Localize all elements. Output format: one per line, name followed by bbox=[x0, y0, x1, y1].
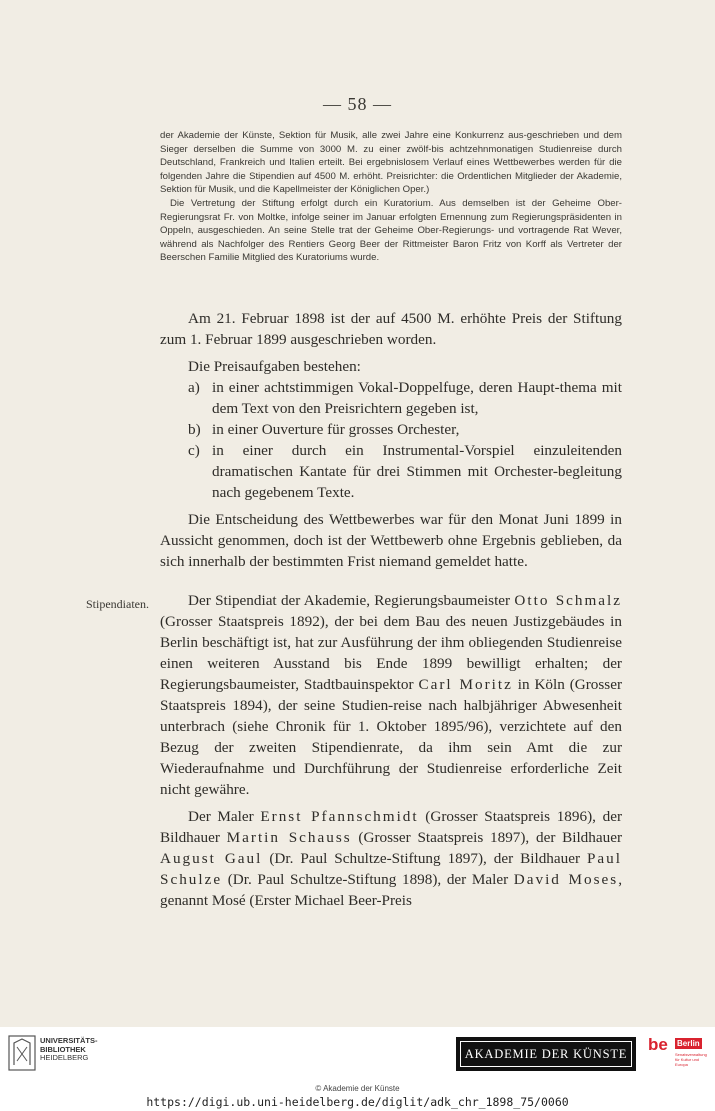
text-run: in Köln (Grosser Staatspreis 1894), der seine Studien-reise nach halbjähriger Abwesenheit unterbrach (siehe Chronik für 1. Oktober 1895/96), verzichtete auf den Bezug der zweiten Stipendienrate, da ihm sein Amt die zur Wiederaufnahme und Durchführung der Studienreise erforderliche Zeit nicht gewähre. bbox=[160, 676, 623, 798]
margin-note: Stipendiaten. bbox=[86, 597, 149, 611]
berlin-logo-be: be bbox=[648, 1035, 668, 1054]
paragraph-stipendiaten bbox=[160, 590, 622, 800]
person-name: Ernst Pfannschmidt bbox=[260, 808, 419, 825]
person-name: Martin Schauss bbox=[226, 829, 352, 846]
person-name: August Gaul bbox=[160, 850, 263, 867]
berlin-logo-subtitle: Senatsverwaltung für Kultur und Europa bbox=[675, 1052, 707, 1067]
list-label: a) bbox=[188, 379, 200, 396]
akademie-label: AKADEMIE DER KÜNSTE bbox=[460, 1041, 632, 1067]
berlin-logo-tag: Berlin bbox=[677, 1039, 700, 1048]
text-run: (Grosser Staatspreis 1896), der Bildhauer bbox=[160, 808, 623, 846]
list-item bbox=[160, 377, 622, 419]
paragraph-artists bbox=[160, 806, 622, 911]
intro-block bbox=[160, 129, 622, 265]
text-run: (Grosser Staatspreis 1897), der Bildhauer bbox=[351, 829, 623, 846]
akademie-logo[interactable] bbox=[456, 1037, 636, 1071]
berlin-logo[interactable] bbox=[645, 1035, 709, 1071]
person-name: Paul Schulze bbox=[160, 850, 622, 888]
footer bbox=[0, 1027, 715, 1111]
list-intro: Die Preisaufgaben bestehen: bbox=[188, 358, 361, 375]
university-line: BIBLIOTHEK bbox=[40, 1044, 86, 1054]
copyright: © Akademie der Künste bbox=[315, 1084, 400, 1093]
source-url[interactable]: https://digi.ub.uni-heidelberg.de/diglit/adk_chr_1898_75/0060 bbox=[146, 1095, 569, 1109]
list-label: b) bbox=[188, 421, 201, 438]
person-name: Carl Moritz bbox=[418, 676, 513, 693]
university-line: HEIDELBERG bbox=[40, 1053, 89, 1063]
text-run: (Dr. Paul Schultze-Stiftung 1897), der Bildhauer bbox=[262, 850, 587, 867]
person-name: David Moses bbox=[513, 871, 619, 888]
list-item bbox=[160, 419, 622, 440]
list-text: in einer durch ein Instrumental-Vorspiel einzuleitenden dramatischen Kantate für drei Stimmen mit Orchester-begleitung nach gegebenem Texte. bbox=[212, 442, 622, 501]
text-run: Der Maler bbox=[188, 808, 261, 825]
list-text: in einer achtstimmigen Vokal-Doppelfuge, deren Haupt-thema mit dem Text von den Preisrichtern gegeben ist, bbox=[212, 379, 622, 417]
text-run: (Grosser Staatspreis 1892), der bei dem Bau des neuen Justizgebäudes in Berlin beschäftigt ist, hat zur Ausführung der ihm obliegenden Studienreise einen weiteren Ausstand bis Ende 1899 bewilligt erhalten; der Regierungsbaumeister, Stadtbauinspektor bbox=[160, 613, 622, 693]
text-run: (Dr. Paul Schultze-Stiftung 1898), der Maler bbox=[222, 871, 514, 888]
intro-paragraph-2: Die Vertretung der Stiftung erfolgt durch ein Kuratorium. Aus demselben ist der Geheime Ober-Regierungsrat Fr. von Moltke, infolge seiner im Januar erfolgten Ernennung zum Regierungspräsidenten in Oppeln, ausgeschieden. An seine Stelle trat der Geheime Ober-Regierungs- und vortragende Rat Wever, während als Nachfolger des Rentiers Georg Beer der Rittmeister Baron Fritz von Korff als Vertreter der Beerschen Familie Mitglied des Kuratoriums wurde. bbox=[160, 197, 622, 264]
paragraph-competition: Am 21. Februar 1898 ist der auf 4500 M. erhöhte Preis der Stiftung zum 1. Februar 1899 ausgeschrieben worden. bbox=[160, 310, 622, 348]
list-item bbox=[160, 440, 622, 503]
list-text: in einer Ouverture für grosses Orchester, bbox=[212, 421, 460, 438]
person-name: Otto Schmalz bbox=[514, 592, 622, 609]
university-line: UNIVERSITÄTS- bbox=[40, 1036, 98, 1045]
main-text bbox=[160, 308, 622, 911]
text-run: , genannt Mosé (Erster Michael Beer-Preis bbox=[160, 871, 622, 909]
list-label: c) bbox=[188, 442, 200, 459]
intro-paragraph-1: der Akademie der Künste, Sektion für Musik, alle zwei Jahre eine Konkurrenz aus-geschrieben und dem Sieger derselben die Summe von 3000 M. zu einer zwölf-bis achtzehnmonatigen Studienreise durch Deutschland, Frankreich und Italien erteilt. Bei ergebnislosem Verlauf eines Wettbewerbes werden für die folgenden Jahre die Stipendien auf 4500 M. erhöht. Preisrichter: die Ordentlichen Mitglieder der Akademie, Sektion für Musik, und die Kapellmeister der Königlichen Oper.) bbox=[160, 130, 622, 196]
page-number: — 58 — bbox=[323, 94, 392, 114]
paragraph-decision: Die Entscheidung des Wettbewerbes war für den Monat Juni 1899 in Aussicht genommen, doch ist der Wettbewerb ohne Ergebnis geblieben, da sich innerhalb der bestimmten Frist niemand gemeldet hatte. bbox=[160, 511, 622, 570]
university-seal-icon bbox=[8, 1035, 36, 1071]
text-run: Der Stipendiat der Akademie, Regierungsbaumeister bbox=[188, 592, 515, 609]
university-label bbox=[40, 1037, 98, 1063]
